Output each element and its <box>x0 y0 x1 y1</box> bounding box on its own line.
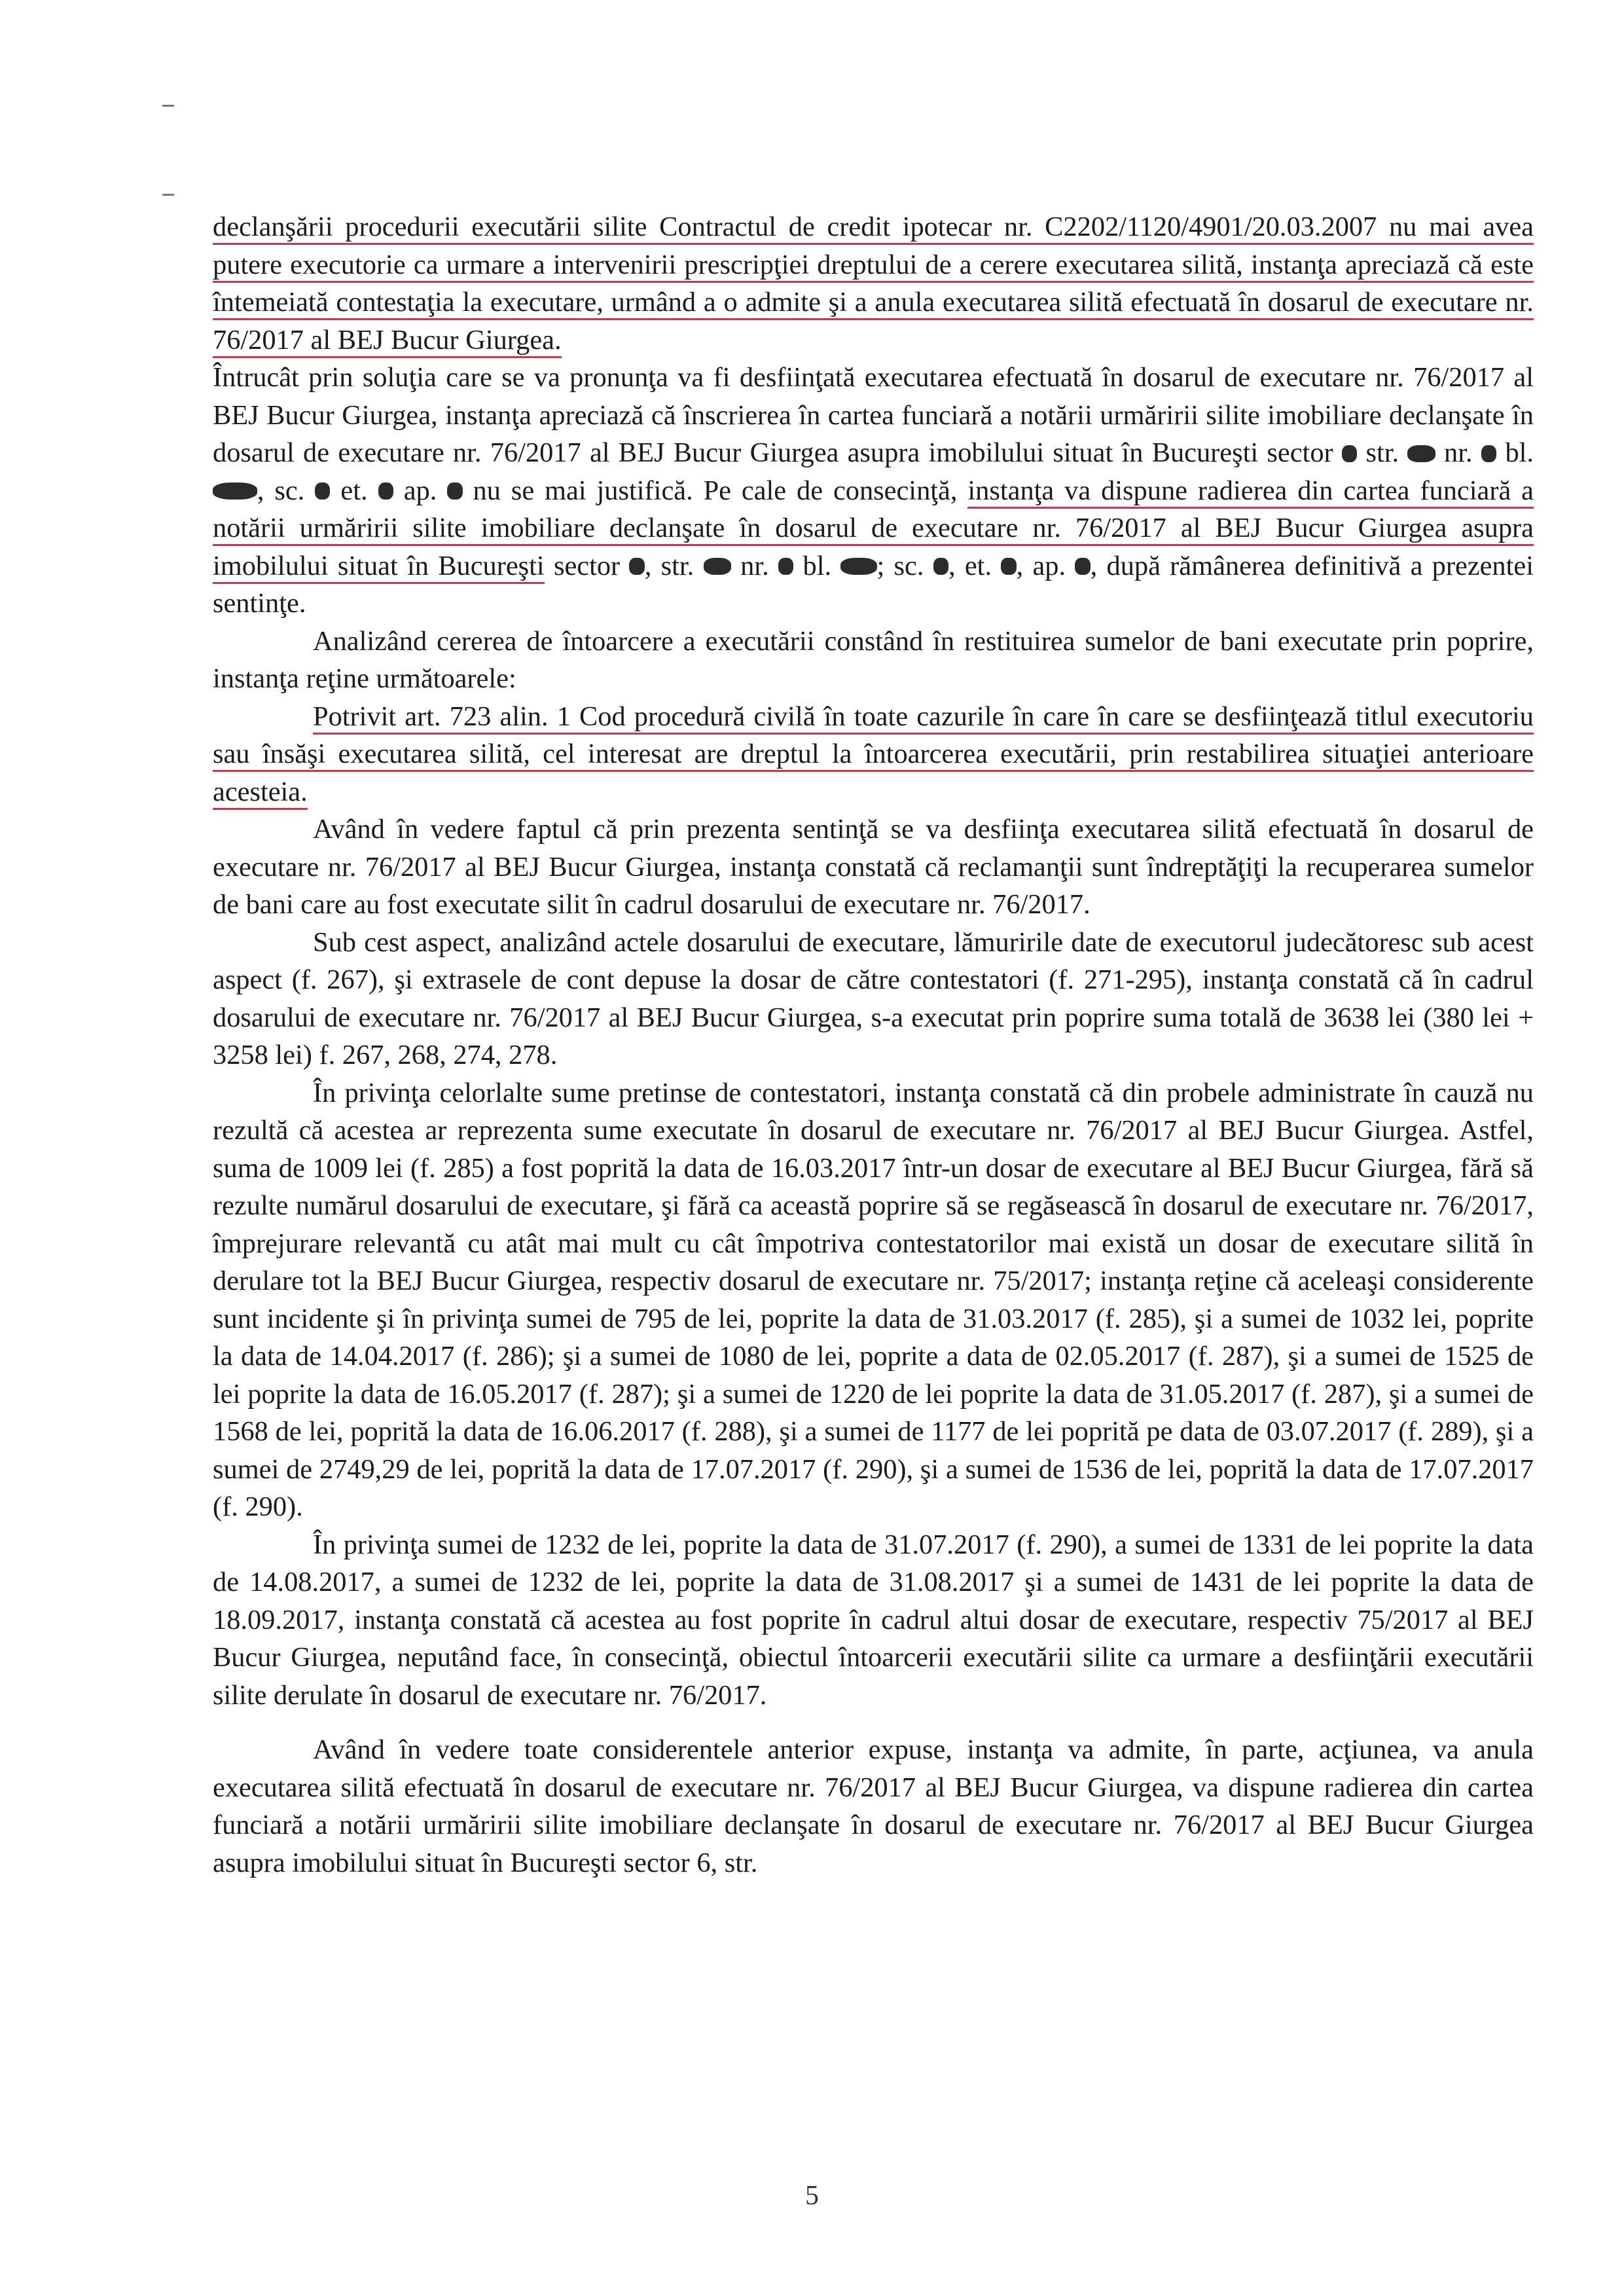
redaction-mark <box>778 558 793 575</box>
paragraph <box>213 1731 1534 1882</box>
redaction-mark <box>840 558 876 575</box>
redaction-mark <box>1001 558 1016 575</box>
redaction-mark <box>213 483 257 500</box>
text-segment: nu se mai justifică. Pe cale de consecinţă, <box>462 475 968 506</box>
text-segment: , sc. <box>257 475 316 506</box>
text-segment: În privinţa sumei de 1232 de lei, poprite la data de 31.07.2017 (f. 290), a sumei de 1331 de lei poprite la data de 14.08.2017, a sumei de 1232 de lei, poprite la data de 31.08.2017 şi a sumei de 1431 de lei poprite la data de 18.09.2017, instanţa constată că acestea au fost poprite în cadrul altui dosar de executare, respectiv 75/2017 al BEJ Bucur Giurgea, neputând face, în consecinţă, obiectul întoarcerii executării silite ca urmare a desfiinţării executării silite derulate în dosarul de executare nr. 76/2017. <box>213 1529 1534 1711</box>
text-segment: În privinţa celorlalte sume pretinse de contestatori, instanţa constată că din probele administrate în cauză nu rezultă că acestea ar reprezenta sume executate în dosarul de executare nr. 76/2017 al BEJ Bucur Giurgea. Astfel, suma de 1009 lei (f. 285) a fost poprită la data de 16.03.2017 într-un dosar de executare al BEJ Bucur Giurgea, fără să rezulte numărul dosarului de executare, şi fără ca această poprire să se regăsească în dosarul de executare nr. 76/2017, împrejurare relevantă cu atât mai mult cu cât împotriva contestatorilor mai există un dosar de executare silită în derulare tot la BEJ Bucur Giurgea, respectiv dosarul de executare nr. 75/2017; instanţa reţine că aceleaşi considerente sunt incidente şi în privinţa sumei de 795 de lei, poprite la data de 31.03.2017 (f. 285), şi a sumei de 1032 lei, poprite la data de 14.04.2017 (f. 286); şi a sumei de 1080 de lei, poprite a data de 02.05.2017 (f. 287), şi a sumei de 1525 de lei poprite la data de 16.05.2017 (f. 287); şi a sumei de 1220 de lei poprite la data de 31.05.2017 (f. 287), şi a sumei de 1568 de lei, poprită la data de 16.06.2017 (f. 288), şi a sumei de 1177 de lei poprită pe data de 03.07.2017 (f. 289), şi a sumei de 2749,29 de lei, poprită la data de 17.07.2017 (f. 290), şi a sumei de 1536 de lei, poprită la data de 17.07.2017 (f. 290). <box>213 1077 1534 1522</box>
redaction-mark <box>1407 445 1435 462</box>
redaction-mark <box>629 558 644 575</box>
text-segment: Sub cest aspect, analizând actele dosarului de executare, lămuririle date de executorul judecătoresc sub acest aspect (f. 267), şi extrasele de cont depuse la dosar de către contestatori (f. 271-295), instanţa constată că în cadrul dosarului de executare nr. 76/2017 al BEJ Bucur Giurgea, s-a executat prin poprire suma totală de 3638 lei (380 lei + 3258 lei) f. 267, 268, 274, 278. <box>213 926 1534 1070</box>
redaction-mark <box>1342 445 1357 462</box>
scan-mark <box>162 194 174 196</box>
paragraph <box>213 208 1534 359</box>
text-segment: bl. <box>793 550 841 581</box>
redaction-mark <box>1075 558 1090 575</box>
text-segment: Având în vedere toate considerentele anterior expuse, instanţa va admite, în parte, acţiunea, va anula executarea silită efectuată în dosarul de executare nr. 76/2017 al BEJ Bucur Giurgea, va dispune radierea din cartea funciară a notării urmăririi silite imobiliare declanşate în dosarul de executare nr. 76/2017 al BEJ Bucur Giurgea asupra imobilului situat în Bucureşti sector 6, str. <box>213 1734 1534 1878</box>
text-segment: , str. <box>644 550 704 581</box>
redaction-mark <box>447 483 462 500</box>
underlined-text: Potrivit art. 723 alin. 1 Cod procedură civilă în toate cazurile în care în care se desfiinţează titlul executoriu sau însăşi executarea silită, cel interesat are dreptul la întoarcerea executării, prin restabilirea situaţiei anterioare acesteia. <box>213 701 1534 810</box>
document-body <box>213 208 1534 1882</box>
paragraph <box>213 1526 1534 1715</box>
text-segment: bl. <box>1496 437 1534 468</box>
text-segment: str. <box>1357 437 1408 468</box>
underlined-text: instanţa va dispune radierea din cartea funciară a notării urmăririi silite imobiliare declanşate în dosarul de executare nr. 76/2017 al BEJ Bucur Giurgea asupra imobilului situat în Bucureşti <box>213 475 1534 584</box>
page-number: 5 <box>805 2181 819 2211</box>
redaction-mark <box>704 558 731 575</box>
redaction-mark <box>378 483 393 500</box>
text-segment: sector <box>544 550 630 581</box>
text-segment: , după rămânerea definitivă a prezentei sentinţe. <box>213 550 1534 619</box>
text-segment: Având în vedere faptul că prin prezenta sentinţă se va desfiinţa executarea silită efectuată în dosarul de executare nr. 76/2017 al BEJ Bucur Giurgea, instanţa constată că reclamanţii sunt îndreptăţiţi la recuperarea sumelor de bani care au fost executate silit în cadrul dosarului de executare nr. 76/2017. <box>213 814 1534 920</box>
paragraph <box>213 623 1534 698</box>
paragraph <box>213 924 1534 1074</box>
redaction-mark <box>315 483 330 500</box>
redaction-mark <box>1481 445 1496 462</box>
text-segment: nr. <box>1435 437 1481 468</box>
redaction-mark <box>933 558 948 575</box>
text-segment: ap. <box>393 475 448 506</box>
text-segment: Întrucât prin soluţia care se va pronunţa va fi desfiinţată executarea efectuată în dosarul de executare nr. 76/2017 al BEJ Bucur Giurgea, instanţa apreciază că înscrierea în cartea funciară a notării urmăririi silite imobiliare declanşate în dosarul de executare nr. 76/2017 al BEJ Bucur Giurgea asupra imobilului situat în Bucureşti sector <box>213 362 1534 468</box>
paragraph <box>213 359 1534 623</box>
underlined-text: declanşării procedurii executării silite Contractul de credit ipotecar nr. C2202/1120/4901/20.03.2007 nu mai avea putere executorie ca urmare a intervenirii prescripţiei dreptului de a cerere executarea silită, instanţa apreciază că este întemeiată contestaţia la executare, urmând a o admite şi a anula executarea silită efectuată în dosarul de executare nr. 76/2017 al BEJ Bucur Giurgea. <box>213 211 1534 358</box>
text-segment: ; sc. <box>876 550 933 581</box>
text-segment: , ap. <box>1016 550 1075 581</box>
scan-mark <box>162 105 174 107</box>
text-segment: nr. <box>731 550 778 581</box>
paragraph <box>213 1074 1534 1526</box>
text-segment: Analizând cererea de întoarcere a executării constând în restituirea sumelor de bani executate prin poprire, instanţa reţine următoarele: <box>213 625 1534 694</box>
text-segment: , et. <box>948 550 1001 581</box>
paragraph <box>213 811 1534 924</box>
paragraph <box>213 698 1534 811</box>
text-segment: et. <box>330 475 378 506</box>
